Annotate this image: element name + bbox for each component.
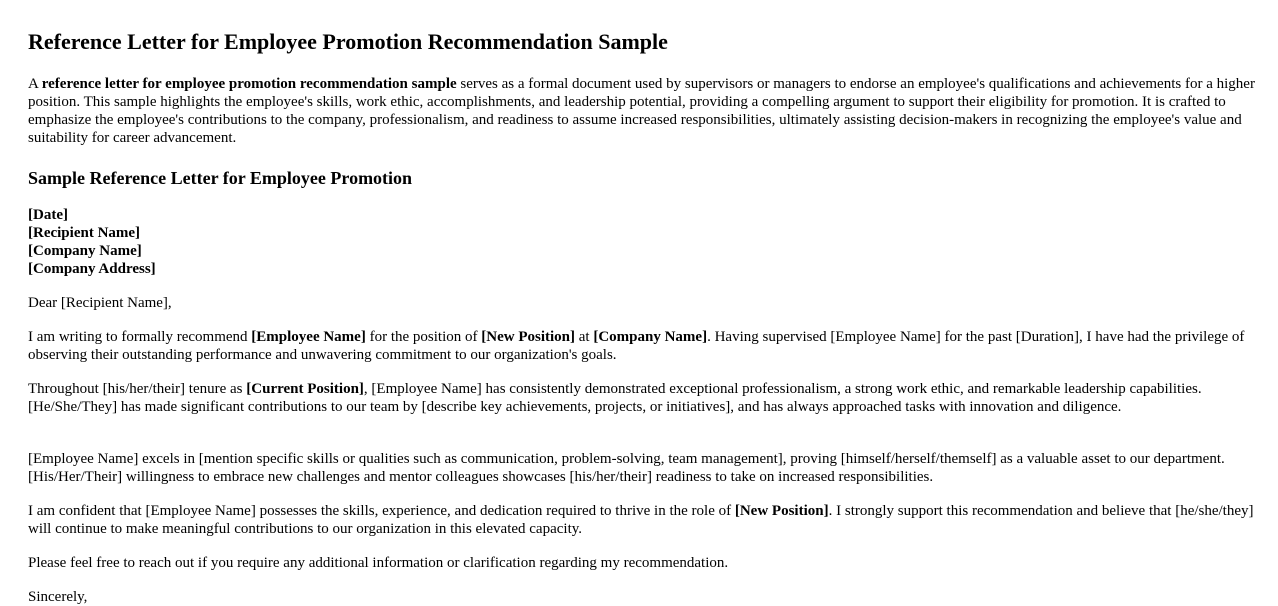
- letter-greeting: Dear [Recipient Name],: [28, 295, 172, 311]
- address-company-address: [Company Address]: [28, 261, 156, 277]
- address-block: [28, 206, 1256, 278]
- p4-new-position: [New Position]: [734, 503, 829, 519]
- p4-text-c: . I strongly support this recommendation and believe that [he/she/they] will continue to make meaningful contributions to our organization in this elevated capacity.: [28, 503, 1254, 537]
- section-heading: Sample Reference Letter for Employee Promotion: [28, 168, 413, 188]
- address-date: [Date]: [28, 207, 68, 223]
- p1-text-a: I am writing to formally recommend: [28, 329, 252, 345]
- p4-text-a: I am confident that [Employee Name] possesses the skills, experience, and dedication required to thrive in the role of: [28, 503, 735, 519]
- intro-paragraph: [28, 75, 1256, 147]
- address-company: [Company Name]: [28, 243, 142, 259]
- p2-text-c: , [Employee Name] has consistently demonstrated exceptional professionalism, a strong work ethic, and remarkable leadership capabilities. [He/She/They] has made significant contributions to our team by [describe key achievements, projects, or initiatives], and has always approached tasks with innovation and diligence.: [28, 381, 1202, 415]
- intro-prefix: A: [28, 76, 42, 92]
- intro-bold-phrase: reference letter for employee promotion recommendation sample: [41, 76, 457, 92]
- page-title: Reference Letter for Employee Promotion Recommendation Sample: [28, 29, 668, 54]
- address-recipient: [Recipient Name]: [28, 225, 141, 241]
- p1-text-c: for the position of: [365, 329, 482, 345]
- letter-paragraph-4: [28, 502, 1256, 538]
- p1-text-g: . Having supervised [Employee Name] for the past [Duration], I have had the privilege of observing their outstanding performance and unwavering commitment to our organization's goals.: [28, 329, 1245, 363]
- p1-text-e: at: [575, 329, 594, 345]
- p2-text-a: Throughout [his/her/their] tenure as: [28, 381, 247, 397]
- p2-current-position: [Current Position]: [246, 381, 364, 397]
- p1-new-position: [New Position]: [481, 329, 575, 345]
- letter-paragraph-5: Please feel free to reach out if you require any additional information or clarification regarding my recommendation.: [28, 555, 729, 571]
- p1-company-name: [Company Name]: [593, 329, 708, 345]
- letter-closing: Sincerely,: [28, 589, 88, 605]
- p1-employee-name: [Employee Name]: [251, 329, 366, 345]
- intro-rest: serves as a formal document used by supervisors or managers to endorse an employee's qualifications and achievements for a higher position. This sample highlights the employee's skills, work ethic, accomplishments, and leadership potential, providing a compelling argument to support their eligibility for promotion. It is crafted to emphasize the employee's contributions to the company, professionalism, and readiness to assume increased responsibilities, ultimately assisting decision-makers in recognizing the employee's value and suitability for career advancement.: [28, 76, 1255, 146]
- letter-paragraph-1: [28, 328, 1256, 364]
- letter-paragraph-3: [Employee Name] excels in [mention specific skills or qualities such as communication, problem-solving, team management], proving [himself/herself/themself] as a valuable asset to our department. [His/Her/Their] willingness to embrace new challenges and mentor colleagues showcases [his/her/their] readiness to take on increased responsibilities.: [28, 451, 1225, 485]
- letter-paragraph-2: [28, 380, 1256, 416]
